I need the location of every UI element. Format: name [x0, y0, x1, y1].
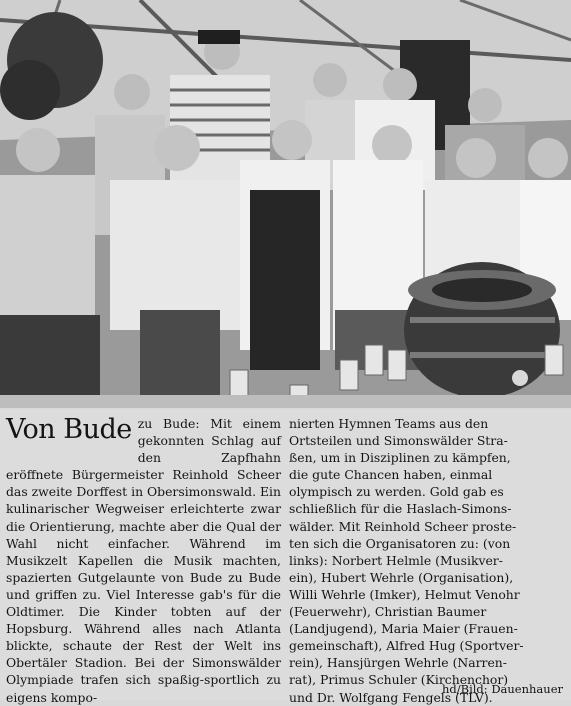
caption-line: rat), Primus Schuler (Kirchenchor): [289, 672, 509, 688]
caption-line: und Dr. Wolfgang Fengels (TLV).: [289, 689, 493, 705]
caption-line: nierten Hymnen Teams aus den: [289, 416, 489, 431]
caption-text-left: zu Bude: Mit einem gekonnten Schlag auf den Zapfhahn eröffnete Bürgermeister Reinhold Scheer das zweite Dorffest in Obersimonswald. Ein kulinarischer Wegweiser erleichterte zwar die Orientierung, machte aber die Qual der Wahl nicht einfacher. Während im Musikzelt Kapellen die Musik machten, spazierten Gutgelaunte von Bude zu Bude und griffen zu. Viel Interesse gab's für die Oldtimer. Die Kinder tobten auf der Hopsburg. Während alles nach Atlanta blickte, schaute der Rest der Welt ins Obertäler Stadion. Bei der Simonswälder Olympiade trafen sich spaßig-sportlich zu eigens kompo-: [6, 416, 281, 705]
caption-line: links): Norbert Helmle (Musikver-: [289, 552, 503, 568]
caption-line: (Feuerwehr), Christian Baumer: [289, 604, 487, 620]
caption-line: ten sich die Organisatoren zu: (von: [289, 535, 511, 551]
caption-line: ßen, um in Disziplinen zu kämpfen,: [289, 450, 511, 466]
caption-line: ein), Hubert Wehrle (Organisation),: [289, 569, 514, 585]
headline: Von Bude: [6, 414, 132, 445]
caption-line: gemeinschaft), Alfred Hug (Sportver-: [289, 638, 524, 654]
caption-line: rein), Hansjürgen Wehrle (Narren-: [289, 655, 507, 671]
caption-line: olympisch zu werden. Gold gab es: [289, 484, 504, 500]
caption-line: wälder. Mit Reinhold Scheer proste-: [289, 518, 517, 534]
caption-line: die gute Chancen haben, einmal: [289, 467, 493, 483]
caption-line: Ortsteilen und Simonswälder Stra-: [289, 433, 508, 449]
photo-credit: hd/Bild: Dauenhauer: [441, 682, 563, 696]
caption-line: Willi Wehrle (Imker), Helmut Venohr: [289, 586, 520, 602]
article-caption: [0, 409, 571, 705]
caption-right-column: [289, 415, 566, 706]
caption-line: (Landjugend), Maria Maier (Frauen-: [289, 621, 518, 637]
caption-left-column: [6, 415, 281, 706]
caption-line: schließlich für die Haslach-Simons-: [289, 501, 512, 517]
